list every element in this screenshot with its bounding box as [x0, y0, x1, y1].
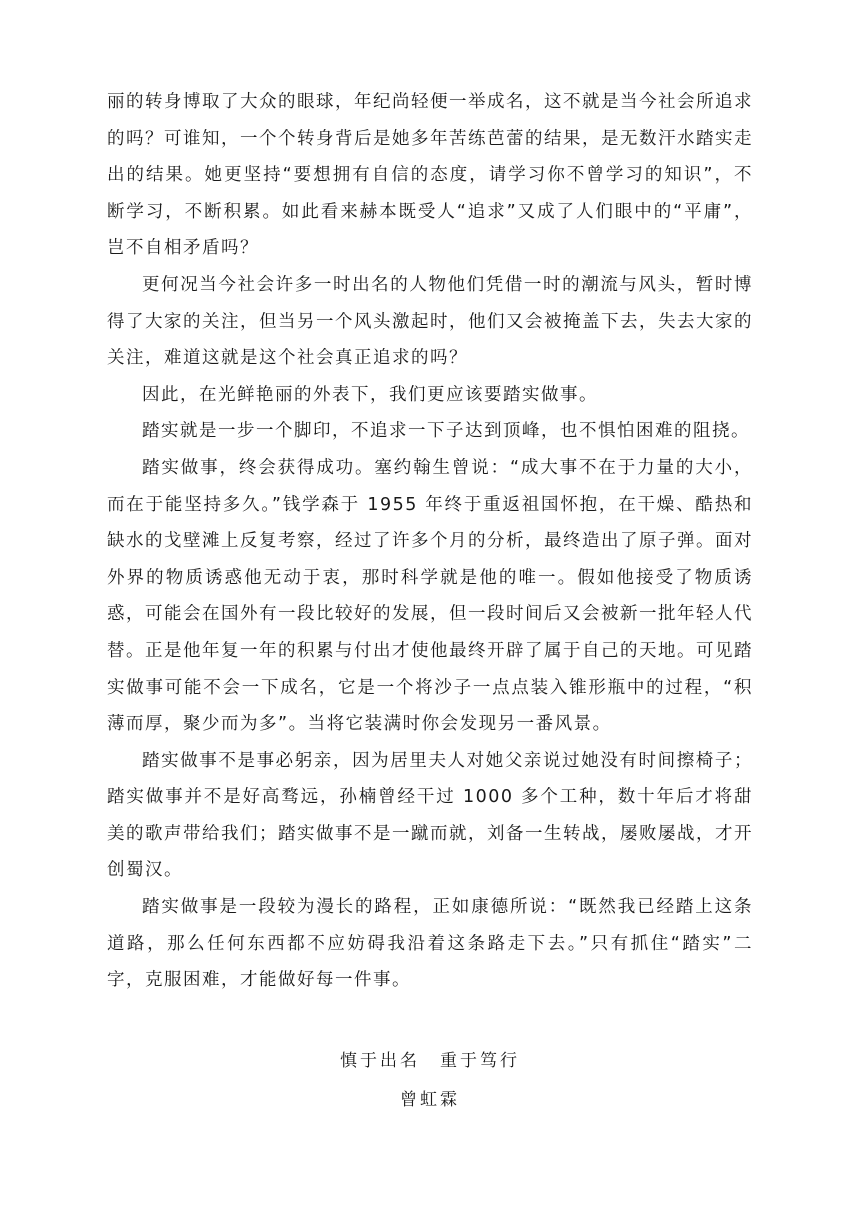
paragraph: 更何况当今社会许多一时出名的人物他们凭借一时的潮流与风头，暂时博得了大家的关注，但当另一个风头激起时，他们又会被掩盖下去，失去大家的关注，难道这就是这个社会真正追求的吗？ — [107, 274, 753, 369]
paragraph: 踏实做事是一段较为漫长的路程，正如康德所说：“既然我已经踏上这条道路，那么任何东西都不应妨碍我沿着这条路走下去。”只有抓住“踏实”二字，克服困难，才能做好每一件事。 — [107, 897, 753, 991]
paragraph: 丽的转身博取了大众的眼球，年纪尚轻便一举成名，这不就是当今社会所追求的吗？可谁知，一个个转身背后是她多年苦练芭蕾的结果，是无数汗水踏实走出的结果。她更坚持“要想拥有自信的态度，请学习你不曾学习的知识”，不断学习，不断积累。如此看来赫本既受人“追求”又成了人们眼中的“平庸”，岂不自相矛盾吗？ — [107, 92, 753, 259]
essay-title: 慎于出名 重于笃行 — [340, 1051, 520, 1071]
essay-author: 曾虹霖 — [400, 1090, 460, 1110]
paragraph: 踏实就是一步一个脚印，不追求一下子达到顶峰，也不惧怕困难的阻挠。 — [142, 421, 750, 442]
paragraph: 踏实做事，终会获得成功。塞约翰生曾说：“成大事不在于力量的大小，而在于能坚持多久。”钱学森于 1955 年终于重返祖国怀抱，在干燥、酷热和缺水的戈壁滩上反复考察，经过了许多个月的分析，最终造出了原子弹。面对外界的物质诱惑他无动于衷，那时科学就是他的唯一。假如他接受了物质诱惑，可能会在国外有一段比较好的发展，但一段时间后又会被新一批年轻人代替。正是他年复一年的积累与付出才使他最终开辟了属于自己的天地。可见踏实做事可能不会一下成名，它是一个将沙子一点点装入锥形瓶中的过程，“积薄而厚，聚少而为多”。当将它装满时你会发现另一番风景。 — [107, 457, 753, 735]
paragraph: 因此，在光鲜艳丽的外表下，我们更应该要踏实做事。 — [142, 384, 598, 405]
paragraph: 踏实做事不是事必躬亲，因为居里夫人对她父亲说过她没有时间擦椅子；踏实做事并不是好高骛远，孙楠曾经干过 1000 多个工种，数十年后才将甜美的歌声带给我们；踏实做事不是一蹴而就，刘备一生转战，屡败屡战，才开创蜀汉。 — [107, 750, 753, 881]
document-body — [107, 84, 753, 999]
